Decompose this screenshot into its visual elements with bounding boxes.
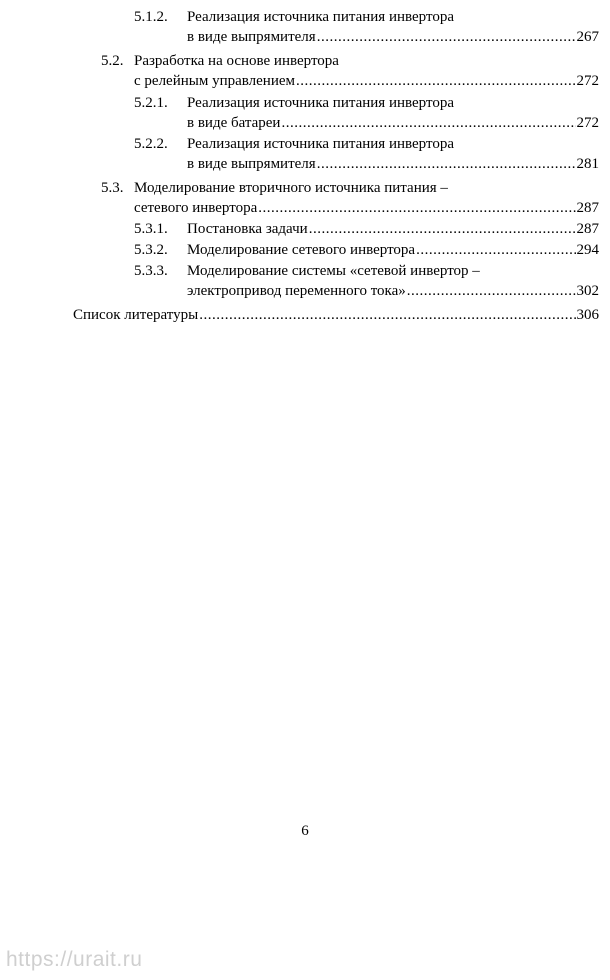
toc-entry-title: Разработка на основе инвертора (134, 53, 339, 69)
toc-entry-page: 294 (576, 242, 599, 258)
toc-entry-page: 306 (576, 307, 599, 323)
toc-entry-title-continued: с релейным управлением (134, 73, 296, 89)
toc-entry-leader (187, 27, 599, 47)
toc-entry-leader (134, 71, 599, 91)
toc-entry-number: 5.3.2. (134, 242, 168, 258)
toc-entry-number: 5.3.3. (134, 263, 168, 279)
toc-entry-leader (73, 305, 599, 325)
page-number: 6 (301, 823, 309, 839)
toc-entry-page: 287 (576, 200, 599, 216)
toc-entry-title: Реализация источника питания инвертора (187, 95, 454, 111)
dot-leader (309, 219, 576, 239)
toc-entry-title-continued: в виде батареи (187, 115, 281, 131)
toc-entry-title-continued: в виде выпрямителя (187, 29, 316, 45)
toc-entry-leader (187, 240, 599, 260)
toc-entry-number: 5.2. (101, 53, 124, 69)
toc-entry-number: 5.1.2. (134, 9, 168, 25)
toc-entry-leader (187, 281, 599, 301)
toc-entry-number: 5.2.1. (134, 95, 168, 111)
toc-entry-title-continued: электропривод переменного тока» (187, 283, 406, 299)
toc-entry-5-2 (0, 51, 610, 71)
toc-entry-5-2-1 (0, 93, 610, 113)
toc-entry-5-3-1 (0, 219, 610, 239)
toc-entry-page: 272 (576, 115, 599, 131)
toc-entry-leader (134, 198, 599, 218)
toc-entry-page: 281 (576, 156, 599, 172)
toc-entry-page: 302 (576, 283, 599, 299)
toc-entry-page: 287 (576, 221, 599, 237)
toc-entry-5-3-3 (0, 261, 610, 281)
toc-entry-number: 5.2.2. (134, 136, 168, 152)
toc-entry-5-2-2 (0, 134, 610, 154)
toc-entry-leader (187, 219, 599, 239)
toc-entry-title: Постановка задачи (187, 221, 308, 237)
dot-leader (416, 240, 575, 260)
toc-entry-bibliography (0, 305, 610, 325)
toc-entry-number: 5.3.1. (134, 221, 168, 237)
toc-entry-title: Список литературы (73, 307, 199, 323)
dot-leader (317, 27, 576, 47)
toc-entry-title: Моделирование вторичного источника питания – (134, 180, 448, 196)
toc-entry-5-3 (0, 178, 610, 198)
toc-entry-title: Реализация источника питания инвертора (187, 9, 454, 25)
toc-entry-5-3-2 (0, 240, 610, 260)
toc-entry-leader (187, 154, 599, 174)
toc-entry-page: 272 (576, 73, 599, 89)
dot-leader (317, 154, 576, 174)
watermark-url: https://urait.ru (6, 948, 143, 971)
toc-entry-5-1-2 (0, 7, 610, 27)
dot-leader (281, 113, 575, 133)
toc-entry-title-continued: сетевого инвертора (134, 200, 258, 216)
toc-entry-number: 5.3. (101, 180, 124, 196)
toc-entry-leader (187, 113, 599, 133)
dot-leader (296, 71, 575, 91)
dot-leader (407, 281, 576, 301)
toc-entry-title-continued: в виде выпрямителя (187, 156, 316, 172)
toc-entry-title: Реализация источника питания инвертора (187, 136, 454, 152)
dot-leader (258, 198, 575, 218)
toc-entry-page: 267 (576, 29, 599, 45)
dot-leader (199, 305, 575, 325)
toc-entry-title: Моделирование сетевого инвертора (187, 242, 416, 258)
toc-entry-title: Моделирование системы «сетевой инвертор – (187, 263, 480, 279)
